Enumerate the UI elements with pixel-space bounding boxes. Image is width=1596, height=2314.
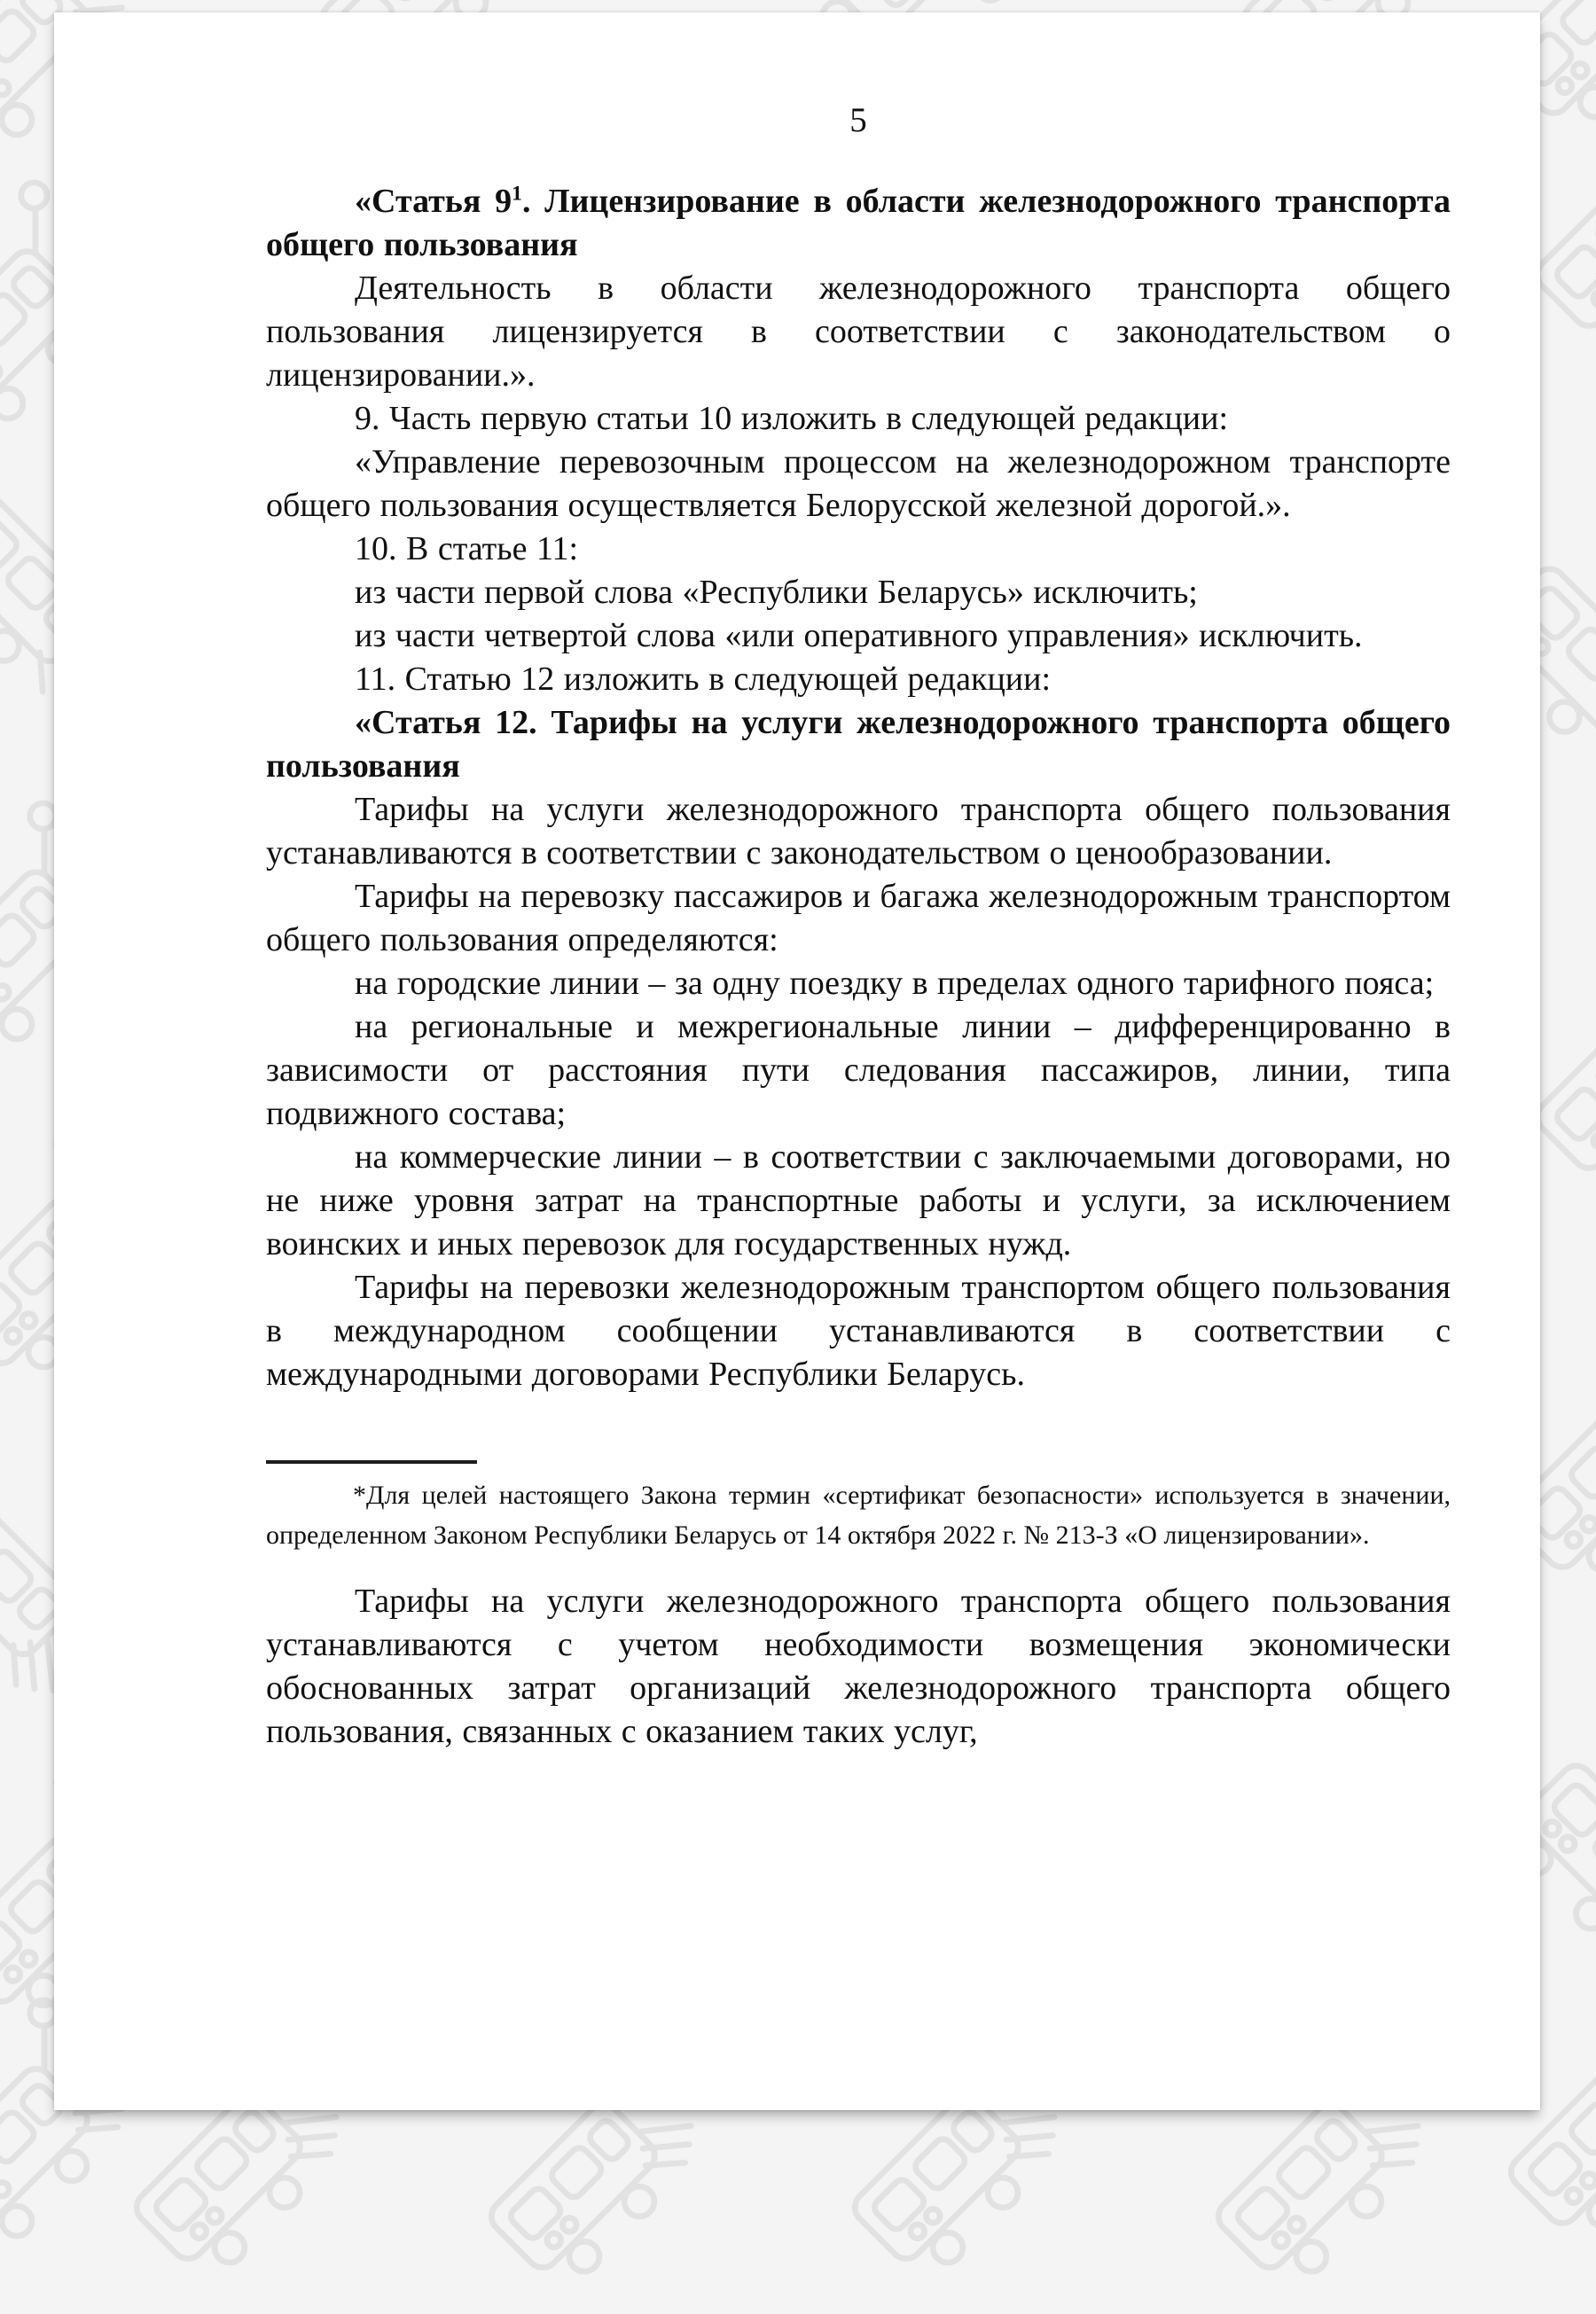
document-page — [54, 12, 1540, 2110]
paragraph-tariffs-pricing: Тарифы на услуги железнодорожного транспорта общего пользования устанавливаются в соответствии с законодательством о ценообразовании. — [266, 791, 1451, 872]
heading-text-pre: «Статья 9 — [355, 183, 512, 220]
amendment-item-11: 11. Статью 12 изложить в следующей редакции: — [355, 661, 1052, 698]
paragraph-licensing-body: Деятельность в области железнодорожного транспорта общего пользования лицензируется в соответствии с законодательством о лицензировании.». — [266, 270, 1451, 394]
paragraph-commercial-lines: на коммерческие линии – в соответствии с заключаемыми договорами, но не ниже уровня затрат на транспортные работы и услуги, за исключением воинских и иных перевозок для государственных нужд. — [266, 1138, 1451, 1263]
paragraph-tariffs-passengers: Тарифы на перевозку пассажиров и багажа железнодорожным транспортом общего пользования определяются: — [266, 878, 1451, 958]
paragraph-article-10-text: «Управление перевозочным процессом на железнодорожном транспорте общего пользования осуществляется Белорусской железной дорогой.». — [266, 443, 1451, 524]
article-12-heading: «Статья 12. Тарифы на услуги железнодорожного транспорта общего пользования — [266, 704, 1451, 785]
text-block — [266, 180, 1451, 1754]
footnote-divider — [266, 1460, 477, 1464]
amendment-item-9: 9. Часть первую статьи 10 изложить в следующей редакции: — [355, 400, 1228, 437]
paragraph-article-11-part1: из части первой слова «Республики Беларусь» исключить; — [355, 574, 1198, 611]
article-9-1-heading — [266, 180, 1451, 267]
paragraph-regional-lines: на региональные и межрегиональные линии – дифференцированно в зависимости от расстояния пути следования пассажиров, линии, типа подвижного состава; — [266, 1008, 1451, 1132]
paragraph-international-tariffs: Тарифы на перевозки железнодорожным транспортом общего пользования в международном сообщении устанавливаются в соответствии с международными договорами Республики Беларусь. — [266, 1269, 1451, 1393]
page-number: 5 — [849, 101, 867, 139]
paragraph-tariffs-cost-recovery: Тарифы на услуги железнодорожного транспорта общего пользования устанавливаются с учетом необходимости возмещения экономически обоснованных затрат организаций железнодорожного транспорта общего пользования, связанных с оказанием таких услуг, — [266, 1583, 1451, 1750]
amendment-item-10: 10. В статье 11: — [355, 530, 579, 567]
paragraph-city-lines: на городские линии – за одну поездку в пределах одного тарифного пояса; — [355, 965, 1435, 1002]
page-content — [266, 12, 1451, 1754]
heading-text-post: . Лицензирование в области железнодорожного транспорта общего пользования — [266, 183, 1451, 263]
superscript-1: 1 — [512, 182, 522, 206]
footnote-text: *Для целей настоящего Закона термин «сертификат безопасности» используется в значении, определенном Законом Республики Беларусь от 14 октября 2022 г. № 213-З «О лицензировании». — [266, 1481, 1451, 1550]
paragraph-article-11-part4: из части четвертой слова «или оперативного управления» исключить. — [355, 617, 1363, 654]
